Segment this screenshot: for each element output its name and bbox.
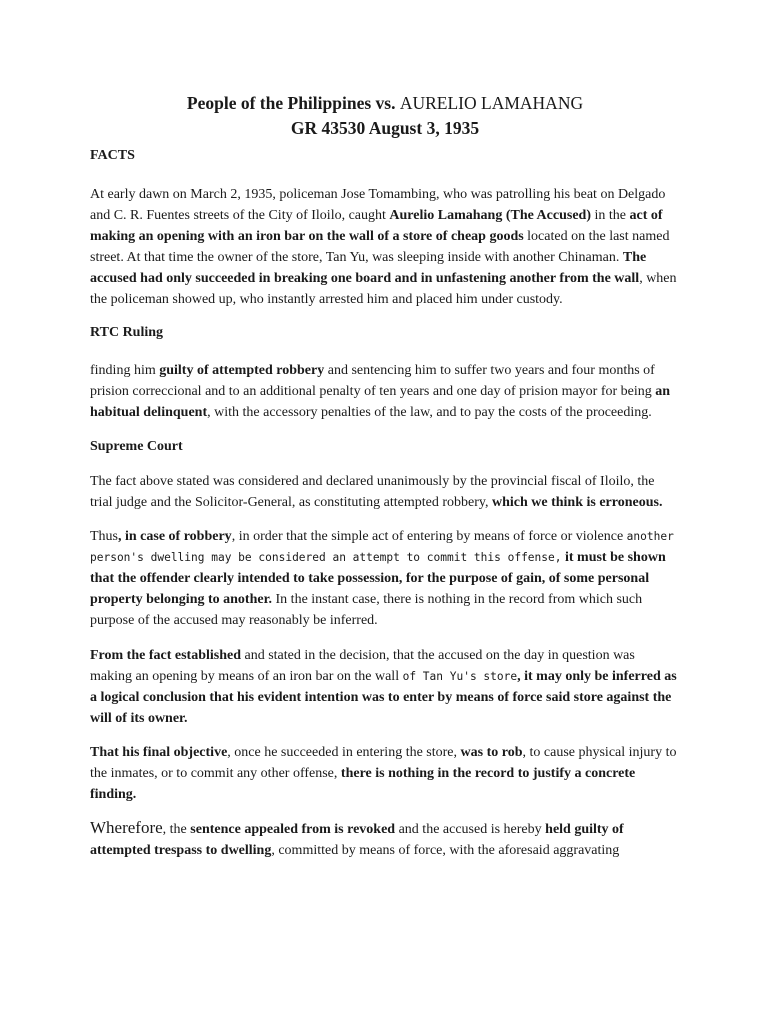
supreme-court-paragraph-5: Wherefore, the sentence appealed from is revoked and the accused is hereby held guilty of attempted trespass to dwelling, committed by means of force, with the aforesaid aggravating [90, 818, 624, 858]
rtc-ruling-paragraph: finding him guilty of attempted robbery and sentencing him to suffer two years and four months of prision correccional and to an additional penalty of ten years and one day of prision mayor for being an habitual delinquent, with the accessory penalties of the law, and to pay the costs of the proceeding. [90, 363, 671, 420]
supreme-court-paragraph-2: Thus, in case of robbery, in order that the simple act of entering by means of force or violence another person's dwelling may be considered an attempt to commit this offense, it must be shown that the offender clearly intended to take possession, for the purpose of gain, of some personal property belonging to another. In the instant case, there is nothing in the record from which such purpose of the accused may reasonably be inferred. [90, 529, 674, 628]
facts-paragraph: At early dawn on March 2, 1935, policeman Jose Tomambing, who was patrolling his beat on Delgado and C. R. Fuentes streets of the City of Iloilo, caught Aurelio Lamahang (The Accused) in the act of making an opening with an iron bar on the wall of a store of cheap goods located on the last named street. At that time the owner of the store, Tan Yu, was sleeping inside with another Chinaman. The accused had only succeeded in breaking one board and in unfastening another from the wall, when the policeman showed up, who instantly arrested him and placed him under custody. [90, 187, 677, 307]
case-number-date: GR 43530 August 3, 1935 [290, 118, 480, 138]
document-title [90, 91, 680, 116]
supreme-court-paragraph-4: That his final objective, once he succeeded in entering the store, was to rob, to cause physical injury to the inmates, or to commit any other offense, there is nothing in the record to justify a concrete finding. [90, 745, 677, 802]
title-prefix: People of the Philippines vs. [186, 93, 400, 113]
document-page [90, 91, 680, 861]
rtc-ruling-heading: RTC Ruling [90, 325, 164, 340]
supreme-court-paragraph-3: From the fact established and stated in the decision, that the accused on the day in question was making an opening by means of an iron bar on the wall of Tan Yu's store, it may only be inferred as a logical conclusion that his evident intention was to enter by means of force said store against the will of its owner. [90, 648, 677, 726]
facts-heading: FACTS [90, 148, 135, 163]
supreme-court-paragraph-1: The fact above stated was considered and declared unanimously by the provincial fiscal of Iloilo, the trial judge and the Solicitor-General, as constituting attempted robbery, which we think is erroneous. [90, 474, 663, 510]
title-accused-name: AURELIO LAMAHANG [399, 93, 584, 113]
supreme-court-heading: Supreme Court [90, 439, 183, 454]
